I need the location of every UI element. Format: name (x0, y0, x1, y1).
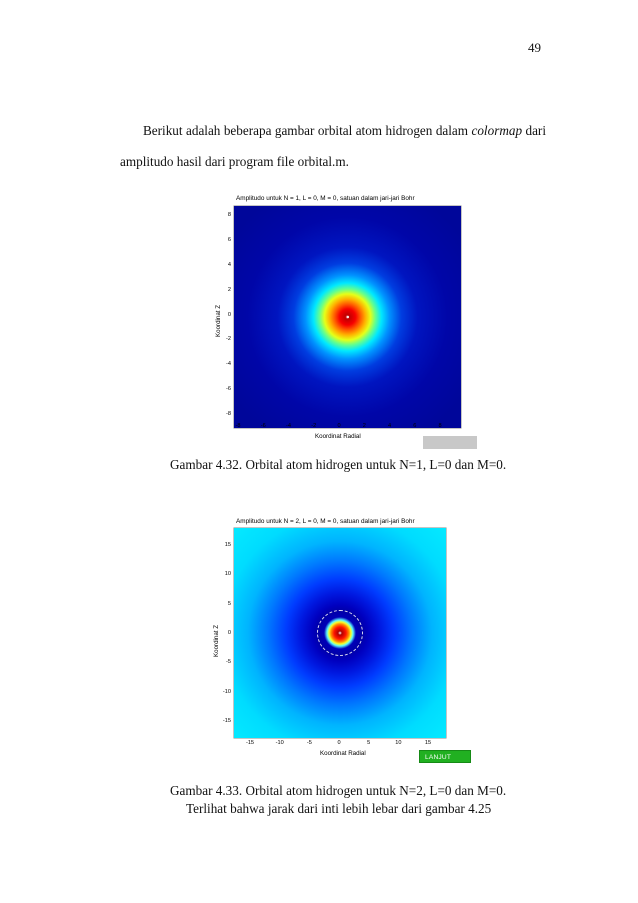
x-tick-label: -4 (286, 423, 291, 429)
x-tick-label: -15 (245, 740, 255, 746)
y-tick-label: -6 (226, 386, 231, 393)
y-tick-label: -10 (222, 688, 231, 695)
y-tick-label: -8 (226, 411, 231, 417)
x-tick-label: 8 (438, 423, 442, 429)
y-tick-label: 0 (227, 630, 231, 636)
x-tick-label: -6 (260, 423, 266, 429)
x-tick-label: 4 (387, 423, 392, 429)
y-tick-label: 6 (227, 236, 231, 243)
figure-title: Amplitudo untuk N = 2, L = 0, M = 0, satuan dalam jari-jari Bohr (236, 518, 415, 525)
x-axis-label: Koordinat Radial (320, 750, 366, 757)
x-axis-label: Koordinat Radial (315, 433, 361, 440)
x-tick-label: 10 (395, 740, 402, 746)
y-tick-label: -15 (222, 718, 231, 724)
y-tick-label: -5 (226, 659, 231, 666)
intro-paragraph-line1 (143, 124, 546, 137)
gray-button-placeholder[interactable] (423, 436, 477, 449)
y-tick-label: 4 (227, 261, 231, 268)
intro-text-end: dari (522, 123, 546, 138)
node-ring (317, 610, 363, 656)
figure-title: Amplitudo untuk N = 1, L = 0, M = 0, satuan dalam jari-jari Bohr (236, 195, 415, 202)
y-axis-label: Koordinat Z (215, 305, 222, 337)
x-tick-label: 5 (367, 740, 371, 746)
intro-text-emphasis: colormap (471, 123, 523, 138)
orbital-figure-n1 (212, 190, 478, 452)
x-tick-label: 0 (337, 423, 341, 429)
y-tick-label: 10 (224, 571, 231, 578)
y-axis-label: Koordinat Z (213, 625, 220, 657)
x-tick-label: 15 (424, 740, 432, 746)
orbital-colormap-plot (234, 206, 461, 428)
x-tick-label: -10 (275, 740, 284, 746)
lanjut-button[interactable]: LANJUT (419, 750, 471, 763)
y-tick-label: -4 (226, 361, 231, 368)
x-tick-label: -2 (311, 423, 317, 429)
y-tick-label: 15 (224, 542, 231, 548)
x-tick-label: 2 (362, 423, 366, 429)
y-tick-label: 0 (227, 311, 231, 318)
orbital-figure-n2 (210, 514, 472, 766)
y-tick-label: 2 (227, 286, 231, 293)
x-tick-label: -8 (235, 423, 241, 429)
y-tick-label: -2 (226, 336, 231, 343)
figure-caption: Gambar 4.33. Orbital atom hidrogen untuk N=2, L=0 dan M=0. (170, 783, 507, 798)
intro-text-start: Berikut adalah beberapa gambar orbital atom hidrogen dalam (143, 123, 472, 138)
y-tick-label: 8 (227, 212, 231, 218)
figure-caption-note: Terlihat bahwa jarak dari inti lebih lebar dari gambar 4.25 (186, 801, 492, 816)
intro-paragraph-line2: amplitudo hasil dari program file orbital.m. (120, 154, 349, 169)
x-tick-label: -5 (306, 740, 312, 746)
x-tick-label: 0 (337, 740, 341, 746)
y-tick-label: 5 (227, 600, 231, 607)
page-number: 49 (528, 40, 541, 55)
nucleus-marker (347, 316, 349, 318)
x-tick-label: 6 (413, 423, 417, 429)
orbital-colormap-plot (234, 528, 446, 738)
figure-caption: Gambar 4.32. Orbital atom hidrogen untuk N=1, L=0 dan M=0. (170, 457, 507, 472)
